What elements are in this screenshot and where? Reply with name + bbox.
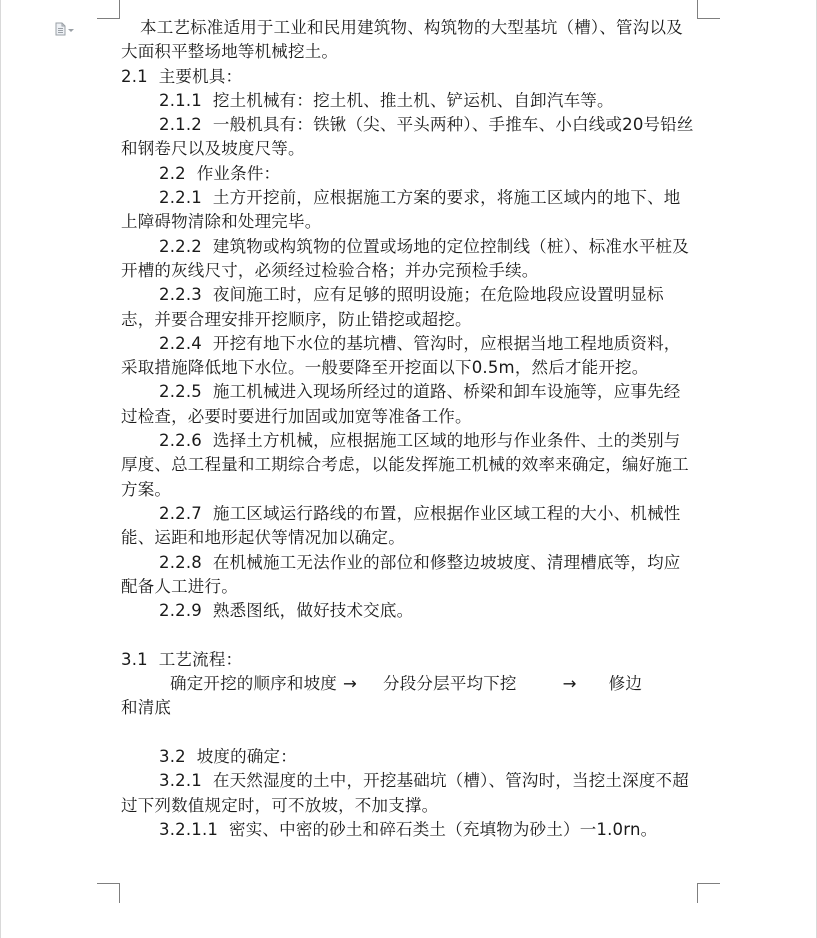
paragraph-2-2-4: 2.2.4 开挖有地下水位的基坑槽、管沟时，应根据当地工程地质资料，采取措施降低地下水位。一般要降至开挖面以下0.5m，然后才能开挖。 <box>121 333 681 378</box>
paragraph-2-2-5: 2.2.5 施工机械进入现场所经过的道路、桥梁和卸车设施等，应事先经过检查，必要时要进行加固或加宽等准备工作。 <box>121 382 681 426</box>
paragraph-2-2-9: 2.2.9 熟悉图纸，做好技术交底。 <box>159 601 414 621</box>
process-flow <box>121 672 697 696</box>
crop-mark-top-left <box>119 0 120 19</box>
section-2-2-heading: 2.2 作业条件： <box>159 163 281 183</box>
paragraph-2-2-2: 2.2.2 建筑物或构筑物的位置或场地的定位控制线（桩）、标准水平桩及开槽的灰线尺寸，必须经过检验合格；并办完预检手续。 <box>121 236 689 280</box>
crop-mark-bottom-left-h <box>97 883 120 884</box>
document-body[interactable] <box>121 16 697 842</box>
intro-paragraph: 本工艺标准适用于工业和民用建筑物、构筑物的大型基坑（槽）、管沟以及大面积平整场地等机械挖土。 <box>121 18 683 62</box>
paragraph-2-2-8: 2.2.8 在机械施工无法作业的部位和修整边坡坡度、清理槽底等，均应配备人工进行。 <box>121 552 681 596</box>
flow-step-2: 分段分层平均下挖 <box>383 674 517 694</box>
flow-step-3-continued: 和清底 <box>121 698 172 718</box>
crop-mark-top-left-h <box>97 18 120 19</box>
page-edge-left <box>0 0 1 938</box>
crop-mark-top-right <box>697 0 698 19</box>
crop-mark-top-right-h <box>697 18 720 19</box>
section-3-1-heading: 3.1 工艺流程： <box>121 649 243 669</box>
flow-step-1: 确定开挖的顺序和坡度 <box>170 674 337 694</box>
crop-mark-bottom-left <box>119 883 120 903</box>
blank-line <box>121 721 697 745</box>
flow-arrow-2: → <box>562 674 577 694</box>
paragraph-2-2-1: 2.2.1 土方开挖前，应根据施工方案的要求，将施工区域内的地下、地上障碍物清除和处理完毕。 <box>121 188 681 232</box>
paragraph-2-1-1: 2.1.1 挖土机械有：挖土机、推土机、铲运机、自卸汽车等。 <box>159 90 614 110</box>
paragraph-2-2-6: 2.2.6 选择土方机械，应根据施工区域的地形与作业条件、土的类别与厚度、总工程量和工期综合考虑，以能发挥施工机械的效率来确定，编好施工方案。 <box>121 431 689 499</box>
paragraph-3-2-1-1: 3.2.1.1 密实、中密的砂土和碎石类土（充填物为砂土）一1.0rn。 <box>159 819 658 839</box>
crop-mark-bottom-right <box>697 883 698 903</box>
flow-step-3: 修边 <box>608 674 643 694</box>
flow-arrow-1: → <box>343 674 358 694</box>
section-3-2-heading: 3.2 坡度的确定： <box>159 746 297 766</box>
document-icon <box>55 22 66 36</box>
paragraph-2-1-2: 2.1.2 一般机具有：铁锹（尖、平头两种）、手推车、小白线或20号铅丝和钢卷尺以及坡度尺等。 <box>121 115 694 159</box>
crop-mark-bottom-right-h <box>697 883 720 884</box>
section-2-1-heading: 2.1 主要机具： <box>121 66 243 86</box>
paragraph-3-2-1: 3.2.1 在天然湿度的土中，开挖基础坑（槽）、管沟时，当挖土深度不超过下列数值规定时，可不放坡，不加支撑。 <box>121 771 689 815</box>
blank-line <box>121 623 697 647</box>
paragraph-2-2-3: 2.2.3 夜间施工时，应有足够的照明设施；在危险地段应设置明显标志，并要合理安排开挖顺序，防止错挖或超挖。 <box>121 285 664 329</box>
chevron-down-icon <box>68 29 74 32</box>
paragraph-options-button[interactable] <box>55 21 77 37</box>
paragraph-2-2-7: 2.2.7 施工区域运行路线的布置，应根据作业区域工程的大小、机械性能、运距和地形起伏等情况加以确定。 <box>121 503 681 548</box>
